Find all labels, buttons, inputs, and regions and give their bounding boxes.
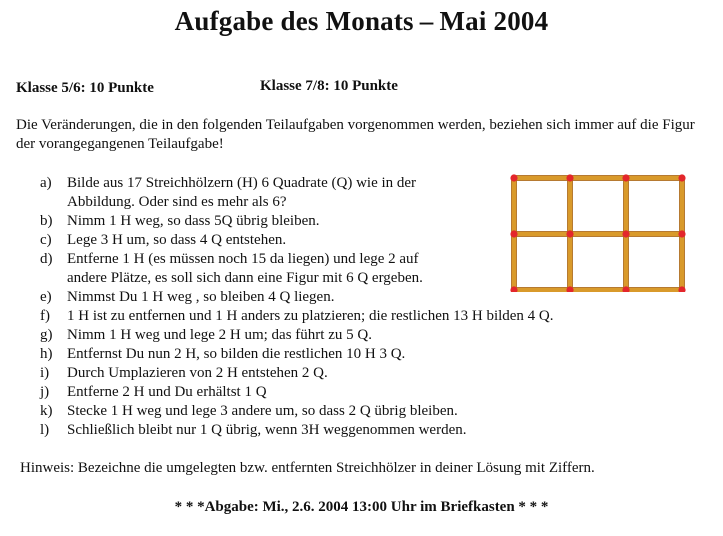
match-head: [622, 174, 629, 181]
task-text-continued: andere Plätze, es soll sich dann eine Figur mit 6 Q ergeben.: [67, 270, 423, 286]
matchstick-horizontal: [516, 288, 568, 293]
task-label: k): [40, 403, 53, 419]
task-item: [40, 307, 680, 326]
task-item: [40, 345, 680, 364]
title-main: Aufgabe des Monats: [174, 6, 414, 36]
task-label: l): [40, 422, 50, 438]
match-head: [678, 174, 685, 181]
task-label: e): [40, 289, 52, 305]
match-head: [566, 174, 573, 181]
task-text: Durch Umplazieren von 2 H entstehen 2 Q.: [67, 365, 328, 381]
matchstick-horizontal: [628, 176, 680, 181]
matchstick-horizontal: [628, 232, 680, 237]
task-text: Schließlich bleibt nur 1 Q übrig, wenn 3H weggenommen werden.: [67, 422, 467, 438]
task-text: Nimm 1 H weg und lege 2 H um; das führt zu 5 Q.: [67, 327, 372, 343]
task-label: g): [40, 327, 53, 343]
class-7-8-points: Klasse 7/8: 10 Punkte: [260, 78, 398, 94]
task-item: [40, 383, 680, 402]
class-5-6-points: Klasse 5/6: 10 Punkte: [16, 80, 154, 96]
task-text: Entferne 1 H (es müssen noch 15 da liegen) und lege 2 auf: [67, 251, 419, 267]
matchstick-horizontal: [516, 232, 568, 237]
task-item: [40, 402, 680, 421]
task-text: Stecke 1 H weg und lege 3 andere um, so dass 2 Q übrig bleiben.: [67, 403, 458, 419]
task-label: c): [40, 232, 52, 248]
matchstick-vertical: [624, 180, 629, 232]
match-head: [566, 230, 573, 237]
task-text-continued: Abbildung. Oder sind es mehr als 6?: [67, 194, 287, 210]
task-text: Nimm 1 H weg, so dass 5Q übrig bleiben.: [67, 213, 320, 229]
match-head: [678, 230, 685, 237]
task-text: 1 H ist zu entfernen und 1 H anders zu platzieren; die restlichen 13 H bilden 4 Q.: [67, 308, 554, 324]
task-item: [40, 364, 680, 383]
task-label: a): [40, 175, 52, 191]
matchstick-horizontal: [516, 176, 568, 181]
task-item: [40, 421, 680, 440]
matchstick-figure: [508, 172, 688, 292]
matchstick-vertical: [624, 236, 629, 288]
match-head: [622, 230, 629, 237]
task-item: [40, 326, 680, 345]
task-label: d): [40, 251, 53, 267]
match-head: [510, 174, 517, 181]
matchstick-vertical: [568, 180, 573, 232]
task-text: Entfernst Du nun 2 H, so bilden die restlichen 10 H 3 Q.: [67, 346, 406, 362]
intro-text: Die Veränderungen, die in den folgenden Teilaufgaben vorgenommen werden, beziehen sich immer auf die Figur der vorangegangenen Teilaufgabe!: [16, 117, 695, 152]
class-points: [16, 78, 398, 97]
matchstick-vertical: [568, 236, 573, 288]
deadline-text: * * *Abgabe: Mi., 2.6. 2004 13:00 Uhr im Briefkasten * * *: [174, 499, 549, 515]
matchstick-vertical: [512, 180, 517, 232]
task-label: j): [40, 384, 50, 400]
title-separator: –: [419, 6, 434, 36]
task-text: Nimmst Du 1 H weg , so bleiben 4 Q liegen.: [67, 289, 335, 305]
task-text: Entferne 2 H und Du erhältst 1 Q: [67, 384, 267, 400]
task-text: Lege 3 H um, so dass 4 Q entstehen.: [67, 232, 287, 248]
matchstick-horizontal: [572, 288, 624, 293]
matchstick-horizontal: [572, 176, 624, 181]
task-text: Bilde aus 17 Streichhölzern (H) 6 Quadrate (Q) wie in der: [67, 175, 417, 191]
page-title: [0, 6, 723, 37]
task-label: f): [40, 308, 50, 324]
match-head: [510, 230, 517, 237]
matchstick-horizontal: [572, 232, 624, 237]
matchstick-horizontal: [628, 288, 680, 293]
task-label: b): [40, 213, 53, 229]
matchstick-vertical: [680, 180, 685, 232]
title-date: Mai 2004: [439, 6, 549, 36]
task-label: i): [40, 365, 50, 381]
hint-text: Hinweis: Bezeichne die umgelegten bzw. entfernten Streichhölzer in deiner Lösung mit Ziffern.: [20, 460, 595, 476]
matchstick-vertical: [680, 236, 685, 288]
matchstick-vertical: [512, 236, 517, 288]
task-label: h): [40, 346, 53, 362]
